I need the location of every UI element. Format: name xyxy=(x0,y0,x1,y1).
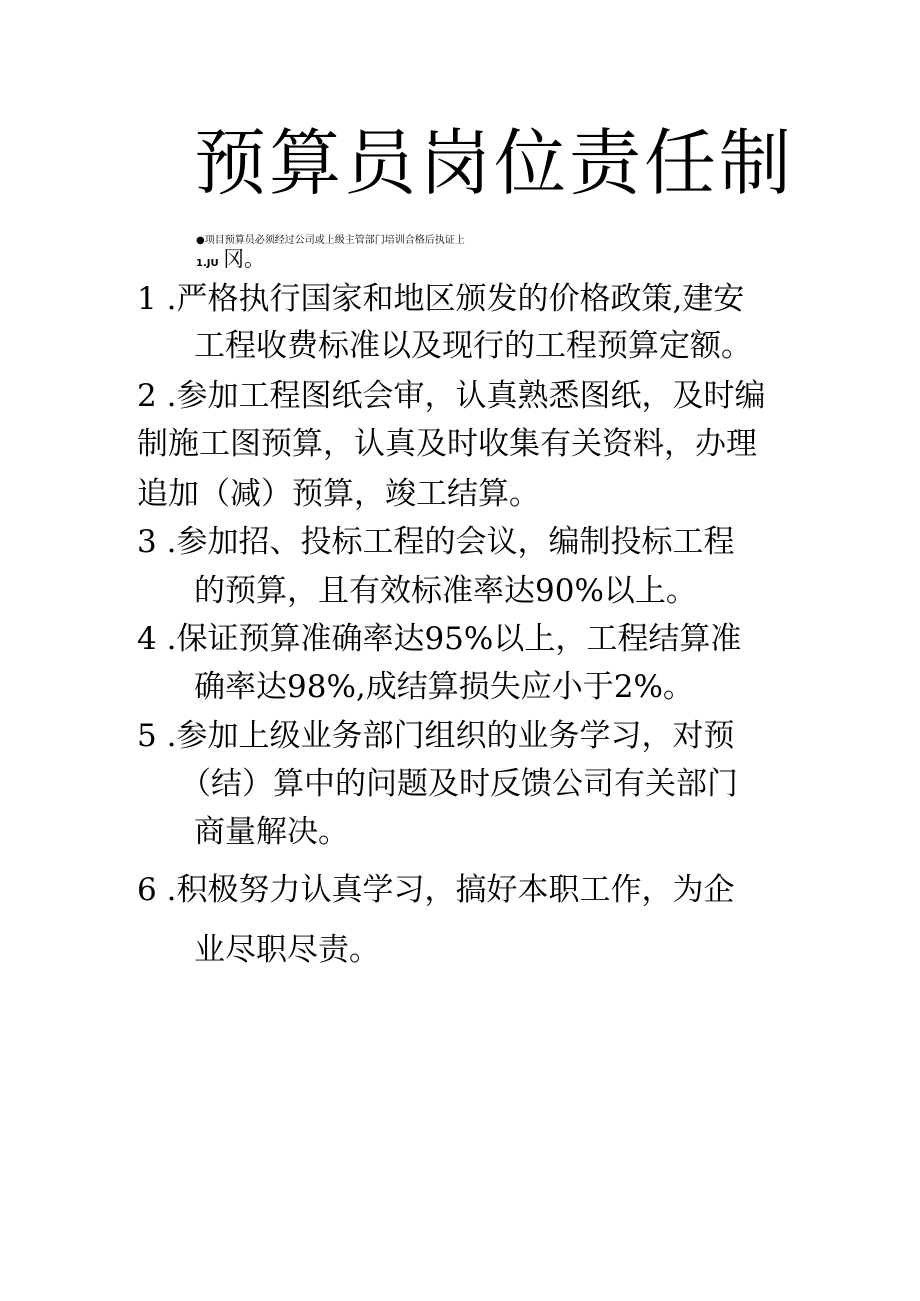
item-6-text-1: .积极努力认真学习，搞好本职工作，为企 xyxy=(166,872,735,908)
document-title: 预算员岗位责任制 xyxy=(194,121,795,205)
item-3-line-2: 的预算，且有效标准率达90%以上。 xyxy=(194,573,697,609)
item-6-number: 6 xyxy=(137,872,157,908)
item-1-line-1 xyxy=(137,279,744,319)
item-4-text-1: .保证预算准确率达95%以上，工程结算准 xyxy=(166,621,742,657)
item-1-number: 1 xyxy=(137,281,157,317)
item-6-line-2: 业尽职尽责。 xyxy=(194,932,380,968)
qualification-note-rest: 冈。 xyxy=(223,247,266,271)
item-4-number: 4 xyxy=(137,621,157,657)
item-6-line-1 xyxy=(137,870,734,910)
item-2-text-1: .参加工程图纸会审，认真熟悉图纸，及时编 xyxy=(166,378,766,414)
item-3-number: 3 xyxy=(137,524,157,560)
qualification-note-prefix: 1.JU xyxy=(196,258,219,269)
item-5-line-1 xyxy=(137,716,734,756)
item-5-text-1: .参加上级业务部门组织的业务学习，对预 xyxy=(166,718,735,754)
item-1-text-1: .严格执行国家和地区颁发的价格政策,建安 xyxy=(166,281,745,317)
item-2-line-2: 制施工图预算，认真及时收集有关资料，办理 xyxy=(137,426,757,462)
qualification-note-line-1: ●项目预算员必须经过公司或上级主管部门培训合格后执证上 xyxy=(196,235,465,246)
item-5-line-3: 商量解决。 xyxy=(194,814,349,850)
item-4-line-2: 确率达98%,成结算损失应小于2%。 xyxy=(194,669,694,705)
qualification-note-line-2 xyxy=(196,249,265,274)
item-2-line-3: 追加（减）预算，竣工结算。 xyxy=(137,476,540,512)
item-2-line-1 xyxy=(137,376,765,416)
item-5-line-2: （结）算中的问题及时反馈公司有关部门 xyxy=(180,766,738,802)
item-1-line-2: 工程收费标准以及现行的工程预算定额。 xyxy=(194,328,752,364)
item-4-line-1 xyxy=(137,619,741,659)
item-3-text-1: .参加招、投标工程的会议，编制投标工程 xyxy=(166,524,735,560)
item-3-line-1 xyxy=(137,522,734,562)
item-2-number: 2 xyxy=(137,378,157,414)
item-5-number: 5 xyxy=(137,718,157,754)
